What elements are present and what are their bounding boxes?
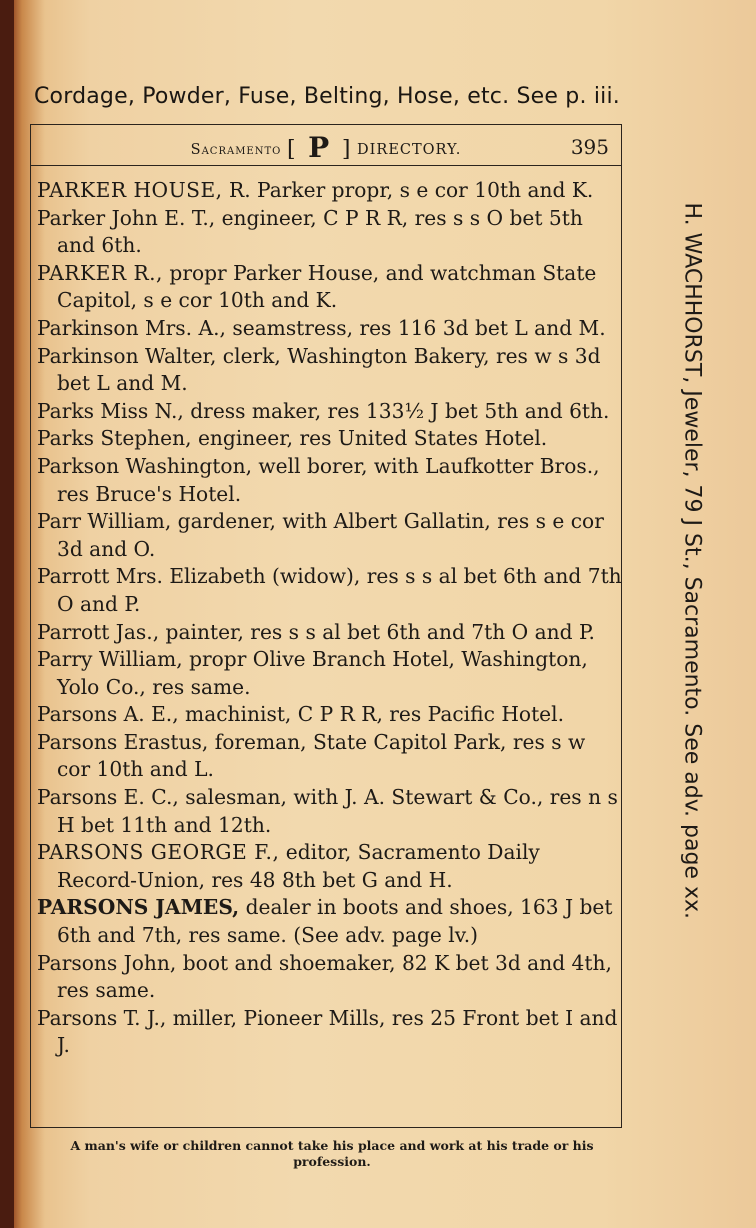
header-city: Sacramento (190, 142, 282, 158)
entry-details: miller, Pioneer Mills, res 25 Front bet I and J. (57, 1005, 618, 1058)
entry-details: boot and shoemaker, 82 K bet 3d and 4th, res same. (57, 950, 612, 1003)
entry-details: (widow), res s s al bet 6th and 7th O and P. (57, 564, 622, 616)
entry-details: dealer in boots and shoes, 163 J bet 6th and 7th, res same. (See adv. page lv.) (57, 895, 613, 948)
side-advertisement (672, 190, 712, 1070)
entry-name: Parkson Washington, (37, 453, 252, 478)
directory-entry (37, 894, 623, 949)
top-advertisement: Cordage, Powder, Fuse, Belting, Hose, etc. See p. iii. (34, 84, 620, 109)
entry-name: PARSONS GEORGE F., (37, 840, 280, 865)
footer-quote: A man's wife or children cannot take his place and work at his trade or his profession. (70, 1138, 594, 1169)
entry-name: Parker John E. T., (37, 205, 216, 230)
directory-entry (37, 177, 623, 205)
entry-name: Parks Stephen, (37, 426, 192, 451)
directory-entry (37, 1005, 623, 1060)
directory-entry (37, 619, 623, 647)
entry-name: Parks Miss N., (37, 398, 184, 423)
header-bracket-close: ] (341, 137, 352, 162)
entry-details: editor, Sacramento Daily Record-Union, res 48 8th bet G and H. (57, 840, 540, 892)
entry-details: foreman, State Capitol Park, res s w cor 10th and L. (57, 729, 586, 782)
directory-entry (37, 784, 623, 839)
book-spine-shadow (0, 0, 14, 1228)
directory-entries (37, 177, 623, 1060)
entry-details: engineer, res United States Hotel. (191, 426, 548, 451)
entry-name: Parkinson Mrs. A., (37, 315, 226, 340)
directory-entry (37, 729, 623, 784)
directory-entry (37, 508, 623, 563)
entry-name: Parrott Mrs. Elizabeth (37, 564, 266, 589)
entry-name: Parr William, (37, 509, 172, 534)
entry-name: Parkinson Walter, (37, 343, 217, 368)
entry-details: well borer, with Laufkotter Bros., res Bruce's Hotel. (57, 453, 600, 506)
directory-entry (37, 950, 623, 1005)
entry-details: R. Parker propr, s e cor 10th and K. (222, 178, 594, 202)
entry-name: Parry William, (37, 647, 183, 672)
entry-details: seamstress, res 116 3d bet L and M. (225, 315, 606, 340)
entry-name: PARSONS JAMES, (37, 895, 240, 920)
entry-name: Parsons A. E., (37, 702, 179, 727)
entry-name: Parsons E. C., (37, 785, 179, 810)
entry-details: dress maker, res 133½ J bet 5th and 6th. (183, 398, 610, 423)
directory-entry (37, 398, 623, 426)
directory-entry (37, 343, 623, 398)
directory-entry (37, 701, 623, 729)
directory-entry (37, 425, 623, 453)
entry-details: engineer, C P R R, res s s O bet 5th and 6th. (57, 205, 583, 258)
directory-entry (37, 205, 623, 260)
header-letter: P (308, 131, 331, 164)
entry-details: propr Parker House, and watchman State Capitol, s e cor 10th and K. (57, 260, 597, 313)
entry-details: clerk, Washington Bakery, res w s 3d bet L and M. (57, 343, 601, 396)
header-title (31, 131, 621, 164)
header-bracket-open: [ (286, 137, 297, 162)
directory-entry (37, 646, 623, 701)
entry-details: salesman, with J. A. Stewart & Co., res n s H bet 11th and 12th. (57, 785, 618, 837)
entry-name: PARKER HOUSE, (37, 178, 223, 202)
entry-name: Parsons Erastus, (37, 729, 209, 754)
entry-details: gardener, with Albert Gallatin, res s e cor 3d and O. (57, 509, 604, 561)
directory-entry (37, 563, 623, 618)
entry-name: PARKER R., (37, 260, 163, 285)
directory-page-frame (30, 124, 622, 1128)
page-number: 395 (570, 135, 609, 159)
entry-details: machinist, C P R R, res Pacific Hotel. (178, 702, 565, 727)
entry-name: Parsons John, (37, 950, 177, 975)
entry-details: painter, res s s al bet 6th and 7th O and P. (159, 619, 595, 644)
entry-name: Parsons T. J., (37, 1005, 167, 1030)
directory-entry (37, 315, 623, 343)
side-advertisement-text: H. WACHHORST, Jeweler, 79 J St., Sacramento. See adv. page xx. (679, 202, 705, 919)
directory-entry (37, 453, 623, 508)
directory-entry (37, 839, 623, 894)
entry-details: propr Olive Branch Hotel, Washington, Yolo Co., res same. (57, 647, 588, 699)
directory-entry (37, 260, 623, 315)
entry-name: Parrott Jas., (37, 619, 160, 644)
page-header (31, 125, 621, 166)
header-label: DIRECTORY. (357, 142, 462, 158)
